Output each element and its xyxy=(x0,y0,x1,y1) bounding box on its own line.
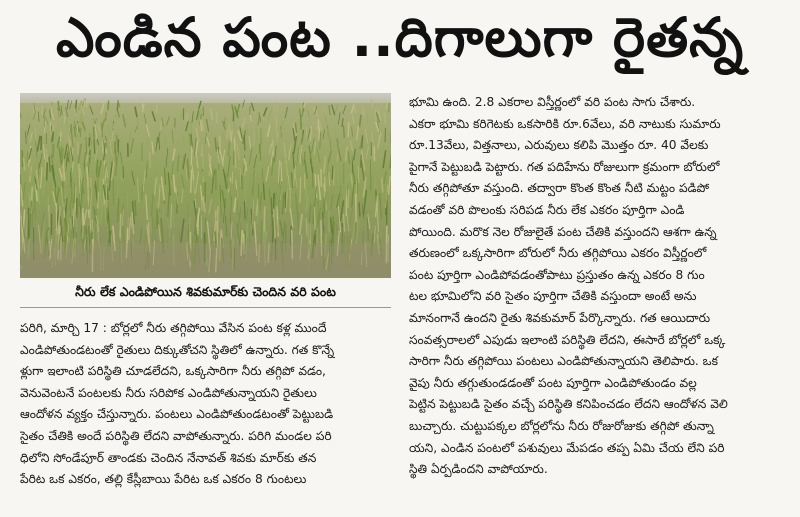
article-line: మానంగానే ఉందని రైతు శివకుమార్ పేర్కొన్నారు. గత ఆయిదారు xyxy=(409,310,711,325)
article-line: ఆందోళన వ్యక్తం చేస్తున్నారు. పంటలు ఎండిపోతుండటంతో పెట్టుబడి xyxy=(20,407,334,422)
article-line: రూ.13వేలు, విత్తనాలు, ఎరువులు కలిపి మొత్తం రూ. 40 వేలకు xyxy=(409,138,709,153)
article-line: వెనువెంటనే పంటలకు నీరు సరిపోక ఎండిపోతున్నాయని రైతులు xyxy=(20,385,317,400)
article-line: ధిలోని సోండేపూర్ తాండకు చెందిన నేనావత్ శివకు మార్‌కు తన xyxy=(20,450,317,465)
photo-caption: నీరు లేక ఎండిపోయిన శివకుమార్‌కు చెందిన వరి పంట xyxy=(75,283,336,299)
article-line: ఎకరా భూమి కరిగెటకు ఒకసారికి రూ.6వేలు, వరి నాటుకు సుమారు xyxy=(409,116,721,131)
article-column-right xyxy=(409,92,783,481)
article-line: యని, ఎండిన పంటలో పశువులు మేపడం తప్ప ఏమి చేయ లేని పరి xyxy=(409,440,725,455)
article-line: టల భూమిలోని వరి సైతం పూర్తిగా చేతికి వస్తుందా అంటే అను xyxy=(409,289,697,304)
article-line: ళ్లుగా ఇలాంటి పరిస్థితి చూడలేదని, ఒక్కసారిగా నీరు తగ్గిపో వడం, xyxy=(20,364,326,379)
article-line: సంవత్సరాలలో ఎపుడు ఇలాంటి పరిస్థితి లేదని, ఈసారే బోర్లలో ఒక్క xyxy=(409,332,726,347)
article-line: సైతం చేతికి అందే పరిస్థితి లేదని వాపోతున్నారు. పరిగి మండల పరి xyxy=(20,428,332,443)
article-line: పేరిట ఒక ఎకరం, తల్లి కేస్లీబాయి పేరిట ఒక ఎకరం 8 గుంటలు xyxy=(20,472,307,487)
article-line: బుచ్చారు. చుట్టుపక్కల బోర్లలోను నీరు రోజురోజుకు తగ్గిపో తున్నా xyxy=(409,418,714,433)
article-line: పైగానే పెట్టుబడి పెట్టారు. గత పదిహేను రోజులుగా క్రమంగా బోరులో xyxy=(409,159,720,174)
headline: ఎండిన పంట ..దిగాలుగా రైతన్న xyxy=(55,5,745,69)
article-line: స్థితి ఏర్పడిందని వాపోయారు. xyxy=(409,462,548,477)
caption-divider xyxy=(20,307,391,308)
article-line: నీరు తగ్గిపోతూ వస్తుంది. తద్వారా కొంత కొంత నీటి మట్టం పడిపో xyxy=(409,181,710,196)
article-line: తరుణంలో ఒక్కసారిగా బోరులో నీరు తగ్గిపోయి ఎకరం విస్తీర్ణంలో xyxy=(409,246,707,261)
article-line: పెట్టిన పెట్టుబడి సైతం వచ్చే పరిస్థితి కనిపించడం లేదని ఆందోళన వెలి xyxy=(409,397,728,412)
article-line: ఎండిపోతుండటంతో రైతులు దిక్కుతోచని స్థితిలో ఉన్నారు. గత కొన్నే xyxy=(20,342,335,357)
article-line: పోయింది. మరొక నెల రోజులైతే పంట చేతికి వస్తుందని ఆశగా ఉన్న xyxy=(409,224,717,239)
crop-field-photo xyxy=(20,93,391,278)
crop-field-image xyxy=(20,93,391,278)
article-line: పంట పూర్తిగా ఎండిపోవడంతోపాటు ప్రస్తుతం ఉన్న ఎకరం 8 గుం xyxy=(409,267,705,282)
article-line: వడంతో వరి పొలంకు సరిపడ నీరు లేక ఎకరం పూర్తిగా ఎండి xyxy=(409,202,685,217)
article-column-left xyxy=(20,318,391,491)
article-line: భూమి ఉంది. 2.8 ఎకరాల విస్తీర్ణంలో వరి పంట సాగు చేశారు. xyxy=(409,95,696,109)
article-line: పరిగి, మార్చి 17 : బోర్లలో నీరు తగ్గిపోయి వేసిన పంట కళ్ల ముందే xyxy=(20,321,327,335)
article-line: సారిగా నీరు తగ్గిపోయి పంటలు ఎండిపోతున్నాయని తెలిపారు. ఒక xyxy=(409,354,718,369)
article-line: వైపు నీరు తగ్గుతుండడంతో పంట పూర్తిగా ఎండిపోతుండం వల్ల xyxy=(409,375,697,390)
